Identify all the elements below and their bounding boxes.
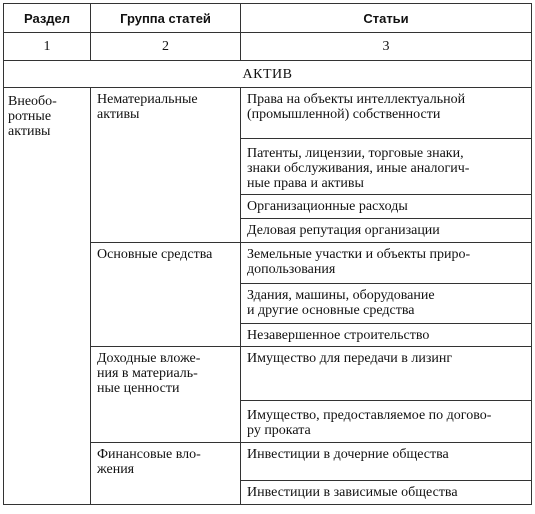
item-cell (241, 347, 532, 401)
item-line: Инвестиции в дочерние общества (247, 447, 449, 462)
item-line: и другие основные средства (247, 303, 415, 318)
section-title: АКТИВ (4, 61, 532, 88)
item-line: Имущество, предоставляемое по догово- (247, 408, 492, 423)
header-gruppa: Группа статей (91, 4, 241, 33)
item-line: ру проката (247, 423, 311, 438)
col-number-2: 2 (91, 33, 241, 61)
col-number-1: 1 (4, 33, 91, 61)
header-razdel: Раздел (4, 4, 91, 33)
item-line: Незавершенное строительство (247, 328, 430, 343)
item-line: Организационные расходы (247, 199, 408, 214)
item-cell (241, 284, 532, 324)
group-line: Основные средства (97, 247, 213, 262)
item-cell (241, 443, 532, 481)
razdel-cell (4, 88, 91, 505)
balance-table (3, 3, 532, 505)
group-line: активы (97, 107, 140, 122)
razdel-line: ротные (8, 109, 52, 124)
group-finansovye (91, 443, 241, 505)
group-line: Финансовые вло- (97, 447, 201, 462)
item-line: Права на объекты интеллектуальной (247, 92, 466, 107)
col-number-3: 3 (241, 33, 532, 61)
razdel-line: активы (8, 124, 51, 139)
item-line: Имущество для передачи в лизинг (247, 351, 453, 366)
item-cell (241, 243, 532, 284)
group-nematerialnye (91, 88, 241, 243)
group-osnovnye (91, 243, 241, 347)
group-line: жения (97, 462, 135, 477)
item-cell (241, 88, 532, 139)
razdel-line: Внеобо- (8, 94, 57, 109)
item-cell (241, 324, 532, 347)
item-cell (241, 219, 532, 243)
item-line: допользования (247, 262, 336, 277)
item-line: ные права и активы (247, 176, 364, 191)
number-row (4, 33, 532, 61)
section-row (4, 61, 532, 88)
item-cell (241, 481, 532, 505)
group-dokhodnye (91, 347, 241, 443)
group-line: Доходные вложе- (97, 351, 201, 366)
item-line: Земельные участки и объекты приро- (247, 247, 471, 262)
group-line: ния в материаль- (97, 366, 198, 381)
item-cell (241, 139, 532, 195)
header-row (4, 4, 532, 33)
item-cell (241, 195, 532, 219)
group-line: Нематериальные (97, 92, 198, 107)
group-line: ные ценности (97, 381, 180, 396)
item-line: знаки обслуживания, иные аналогич- (247, 161, 470, 176)
item-line: Патенты, лицензии, торговые знаки, (247, 146, 464, 161)
item-line: Инвестиции в зависимые общества (247, 485, 458, 500)
item-line: (промышленной) собственности (247, 107, 441, 122)
table-row (4, 88, 532, 139)
item-line: Деловая репутация организации (247, 223, 440, 238)
item-line: Здания, машины, оборудование (247, 288, 435, 303)
header-stati: Статьи (241, 4, 532, 33)
item-cell (241, 401, 532, 443)
